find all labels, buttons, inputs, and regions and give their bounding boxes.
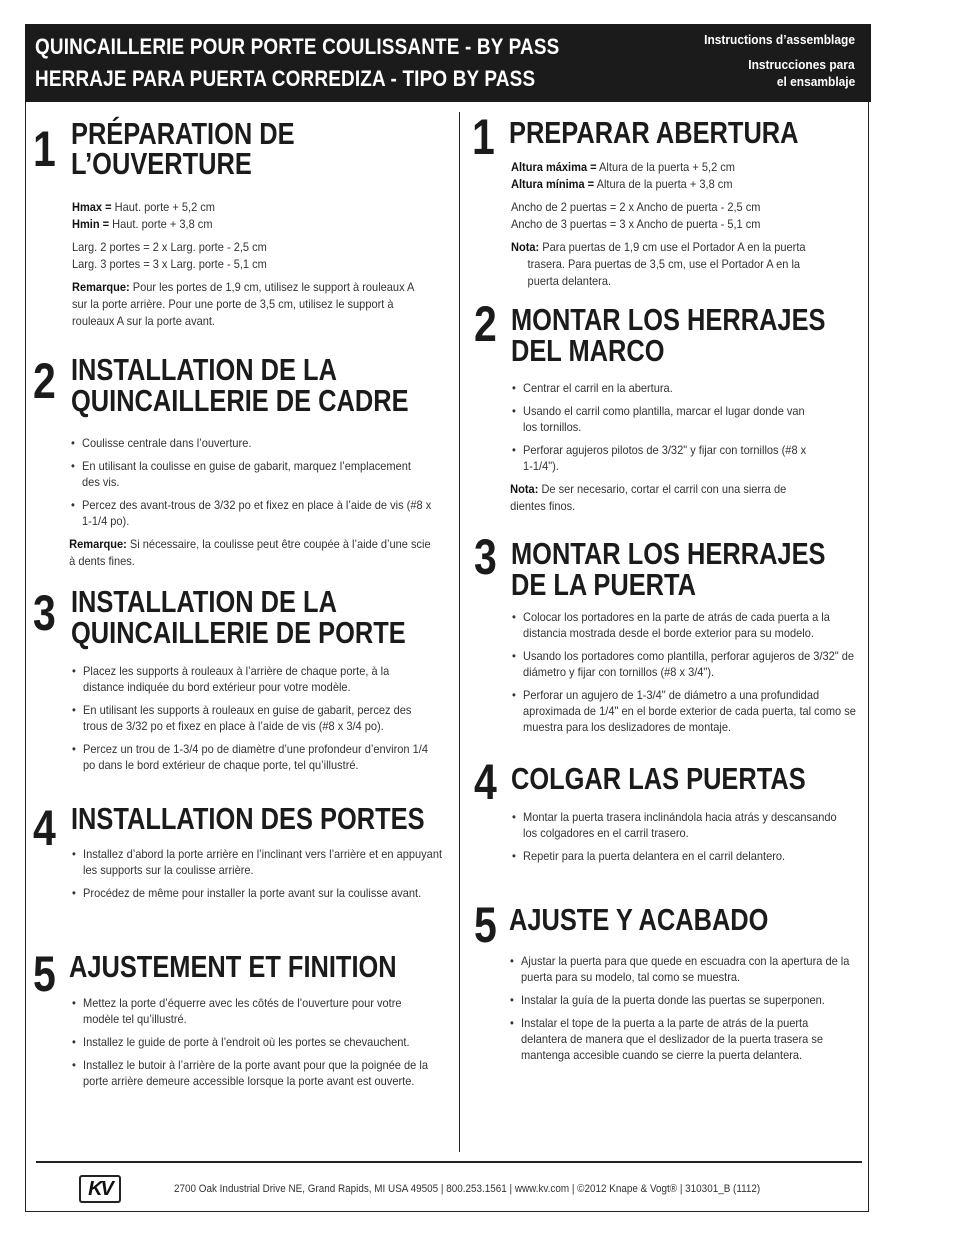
- list-item: • Procédez de même pour installer la porte avant sur la coulisse avant.: [72, 885, 449, 901]
- step-number: 1: [33, 121, 56, 177]
- step-title: INSTALLATION DES PORTES: [71, 801, 425, 836]
- step-number: 4: [33, 800, 56, 856]
- header-title-es: HERRAJE PARA PUERTA CORREDIZA - TIPO BY PASS: [35, 66, 536, 91]
- list-item: • Mettez la porte d’équerre avec les côtés de l’ouverture pour votre modèle tel qu’illustré.: [72, 995, 433, 1027]
- fr-step-2-body: [71, 435, 432, 576]
- es-step-3-body: [512, 609, 862, 742]
- footer-address: 2700 Oak Industrial Drive NE, Grand Rapids, MI USA 49505 | 800.253.1561 | www.kv.com | ©2012 Knape & Vogt® | 310301_B (1112): [174, 1183, 761, 1195]
- list-item: • Montar la puerta trasera inclinándola hacia atrás y descansando los colgadores en el carril trasero.: [512, 809, 843, 841]
- list-item: • Percez des avant-trous de 3/32 po et fixez en place à l’aide de vis (#8 x 1-1/4 po).: [71, 497, 432, 529]
- step-title: COLGAR LAS PUERTAS: [511, 761, 806, 796]
- list-item: • Perforar un agujero de 1-3/4" de diámetro a una profundidad aproximada de 1/4" en el borde exterior de cada puerta, tal como se muestra para los deslizadores de montaje.: [512, 687, 862, 735]
- kv-logo: KV: [79, 1175, 121, 1203]
- fr-step-4-body: [72, 846, 449, 908]
- hmax-value: Altura de la puerta + 5,2 cm: [596, 160, 735, 174]
- step-title: DE LA PUERTA: [511, 567, 697, 602]
- step-title: INSTALLATION DE LA: [71, 352, 337, 387]
- fr-step-3-body: [72, 663, 433, 780]
- note-label: Remarque:: [69, 537, 127, 551]
- list-item: • Colocar los portadores en la parte de atrás de cada puerta a la distancia mostrada desde el borde exterior para su modelo.: [512, 609, 862, 641]
- step-title: QUINCAILLERIE DE CADRE: [71, 383, 409, 418]
- width-3-doors: Ancho de 3 puertas = 3 x Ancho de puerta - 5,1 cm: [511, 217, 761, 231]
- list-item: • Installez le butoir à l’arrière de la porte avant pour que la poignée de la porte arrière demeure accessible lorsque la porte avant est ouverte.: [72, 1057, 433, 1089]
- fr-step-5-body: [72, 995, 433, 1096]
- width-2-doors: Ancho de 2 puertas = 2 x Ancho de puerta - 2,5 cm: [511, 200, 761, 214]
- step-title: INSTALLATION DE LA: [71, 584, 337, 619]
- list-item: • Percez un trou de 1-3/4 po de diamètre d’une profondeur d’environ 1/4 po dans le bord extérieur de chaque porte, tel qu’illustré.: [72, 741, 433, 773]
- hmax-label: Altura máxima =: [511, 160, 597, 174]
- step-number: 2: [474, 296, 497, 352]
- header-title-fr: QUINCAILLERIE POUR PORTE COULISSANTE - BY PASS: [35, 34, 560, 59]
- hmin-label: Hmin =: [72, 217, 110, 231]
- list-item: • Coulisse centrale dans l’ouverture.: [71, 435, 432, 451]
- step-title: PREPARAR ABERTURA: [509, 115, 799, 150]
- header-sub-es-1: Instrucciones para: [748, 57, 855, 72]
- list-item: • Instalar la guía de la puerta donde las puertas se superponen.: [510, 992, 850, 1008]
- list-item: • En utilisant les supports à rouleaux en guise de gabarit, percez des trous de 3/32 po et fixez en place à l’aide de vis (#8 x 3/4 po).: [72, 702, 433, 734]
- hmin-value: Altura de la puerta + 3,8 cm: [594, 177, 733, 191]
- header-sub-es-2: el ensamblaje: [776, 74, 855, 89]
- step-title: MONTAR LOS HERRAJES: [511, 302, 826, 337]
- list-item: • Usando los portadores como plantilla, perforar agujeros de 3/32" de diámetro y fijar con tornillos (#8 x 3/4").: [512, 648, 862, 680]
- step-number: 4: [474, 754, 497, 810]
- step-number: 1: [472, 109, 495, 165]
- step-number: 2: [33, 353, 56, 409]
- step-number: 5: [33, 946, 56, 1002]
- step-title: AJUSTEMENT ET FINITION: [69, 949, 397, 984]
- column-divider: [459, 112, 460, 1152]
- es-step-4-body: [512, 809, 843, 871]
- step-title: AJUSTE Y ACABADO: [509, 902, 769, 937]
- footer-rule: [36, 1161, 862, 1163]
- width-3-doors: Larg. 3 portes = 3 x Larg. porte - 5,1 cm: [72, 257, 267, 271]
- note-text: Para puertas de 1,9 cm use el Portador A en la puerta trasera. Para puertas de 3,5 cm, use el Portador A en la puerta delantera.: [527, 240, 806, 288]
- step-title: DEL MARCO: [511, 333, 665, 368]
- header-bar: [25, 24, 871, 102]
- step-number: 5: [474, 897, 497, 953]
- note-label: Nota:: [511, 240, 540, 254]
- list-item: • Usando el carril como plantilla, marcar el lugar donde van los tornillos.: [512, 403, 816, 435]
- list-item: • En utilisant la coulisse en guise de gabarit, marquez l’emplacement des vis.: [71, 458, 432, 490]
- hmin-label: Altura mínima =: [511, 177, 595, 191]
- step-title: L’OUVERTURE: [71, 146, 252, 181]
- list-item: • Installez le guide de porte à l’endroit où les portes se chevauchent.: [72, 1034, 433, 1050]
- es-step-2-body: [512, 380, 816, 521]
- step-title: QUINCAILLERIE DE PORTE: [71, 615, 406, 650]
- note-label: Nota:: [510, 482, 539, 496]
- step-title: MONTAR LOS HERRAJES: [511, 536, 826, 571]
- step-number: 3: [474, 529, 497, 585]
- step-title: PRÉPARATION DE: [71, 116, 295, 151]
- note-text: Pour les portes de 1,9 cm, utilisez le support à rouleaux A sur la porte arrière. Pour une porte de 3,5 cm, utilisez le support à rouleaux A sur la porte avant.: [72, 280, 414, 328]
- hmin-value: Haut. porte + 3,8 cm: [109, 217, 213, 231]
- list-item: • Repetir para la puerta delantera en el carril delantero.: [512, 848, 843, 864]
- note-label: Remarque:: [72, 280, 130, 294]
- es-step-5-body: [510, 953, 850, 1070]
- list-item: • Instalar el tope de la puerta a la parte de atrás de la puerta delantera de manera que el deslizador de la puerta trasera se mantenga accesible cuando se cierre la puerta delantera.: [510, 1015, 850, 1063]
- es-step-1-body: [511, 159, 851, 296]
- width-2-doors: Larg. 2 portes = 2 x Larg. porte - 2,5 cm: [72, 240, 267, 254]
- hmax-value: Haut. porte + 5,2 cm: [111, 200, 215, 214]
- list-item: • Perforar agujeros pilotos de 3/32" y fijar con tornillos (#8 x 1-1/4").: [512, 442, 816, 474]
- list-item: • Centrar el carril en la abertura.: [512, 380, 816, 396]
- fr-step-1-body: [72, 199, 431, 336]
- header-sub-fr: Instructions d’assemblage: [704, 32, 855, 47]
- note-text: De ser necesario, cortar el carril con una sierra de dientes finos.: [510, 482, 787, 513]
- hmax-label: Hmax =: [72, 200, 112, 214]
- list-item: • Installez d’abord la porte arrière en l’inclinant vers l’arrière et en appuyant les supports sur la coulisse arrière.: [72, 846, 449, 878]
- step-number: 3: [33, 585, 56, 641]
- list-item: • Ajustar la puerta para que quede en escuadra con la apertura de la puerta para su modelo, tal como se muestra.: [510, 953, 850, 985]
- list-item: • Placez les supports à rouleaux à l’arrière de chaque porte, à la distance indiquée du bord extérieur pour votre modèle.: [72, 663, 433, 695]
- note-text: Si nécessaire, la coulisse peut être coupée à l’aide d’une scie à dents fines.: [69, 537, 431, 568]
